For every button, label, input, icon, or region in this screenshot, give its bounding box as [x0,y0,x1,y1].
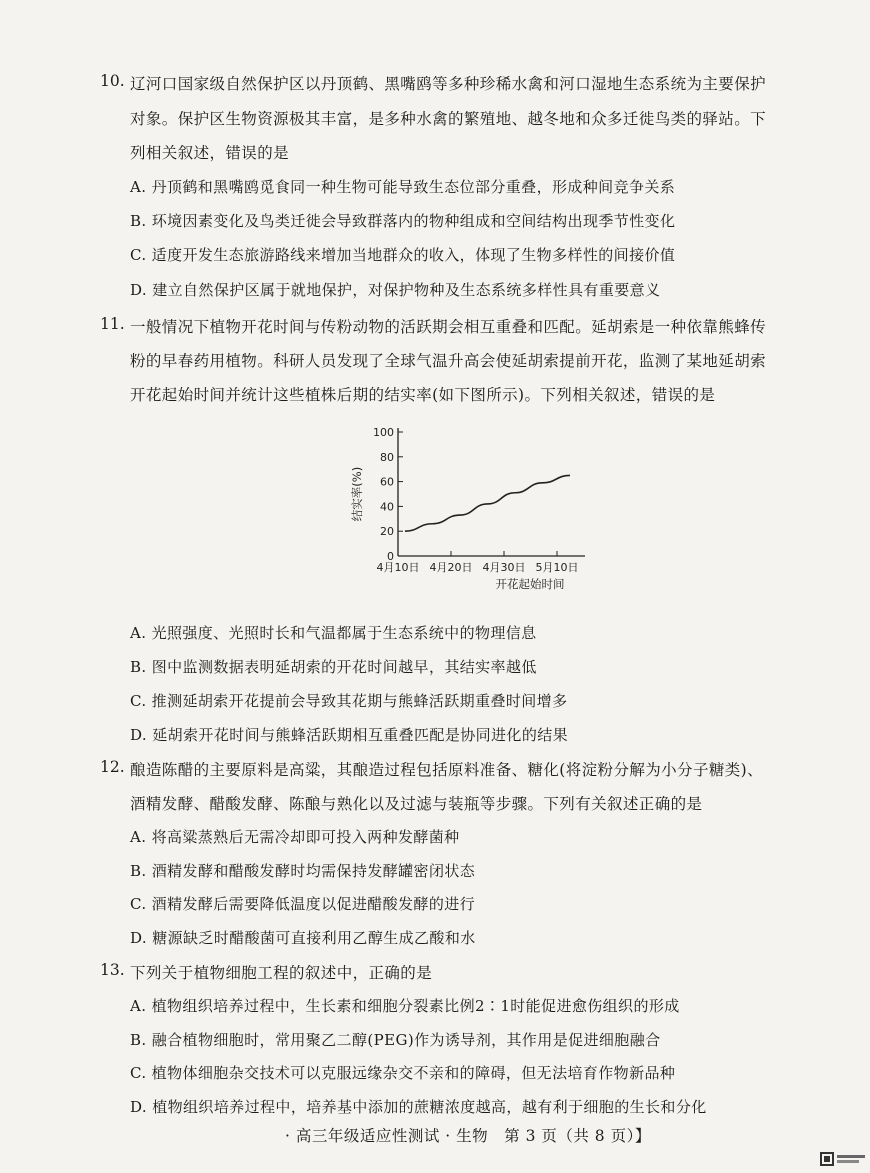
question-11-line-3: 开花起始时间并统计这些植株后期的结实率(如下图所示)。下列相关叙述，错误的是 [130,386,716,404]
question-12-number: 12. [100,758,125,776]
question-13-option-a: A. 植物组织培养过程中，生长素和细胞分裂素比例2∶1时能促进愈伤组织的形成 [130,997,680,1015]
y-tick-label: 40 [380,500,394,514]
question-11-option-b: B. 图中监测数据表明延胡索的开花时间越早，其结实率越低 [130,658,537,676]
question-12-option-d: D. 糖源缺乏时醋酸菌可直接利用乙醇生成乙酸和水 [130,929,476,947]
question-12-option-b: B. 酒精发酵和醋酸发酵时均需保持发酵罐密闭状态 [130,862,476,880]
question-12-option-c: C. 酒精发酵后需要降低温度以促进醋酸发酵的进行 [130,895,476,913]
page-footer: · 高三年级适应性测试 · 生物 第 3 页（共 8 页）】 [285,1127,651,1145]
question-13-number: 13. [100,961,125,979]
question-10-option-c: C. 适度开发生态旅游路线来增加当地群众的收入，体现了生物多样性的间接价值 [130,246,676,264]
question-13-line-1: 下列关于植物细胞工程的叙述中，正确的是 [130,964,433,982]
x-tick-label: 4月20日 [429,561,473,574]
question-12-line-2: 酒精发酵、醋酸发酵、陈酿与熟化以及过滤与装瓶等步骤。下列有关叙述正确的是 [130,795,703,813]
qr-code-stamp-icon [820,1152,866,1166]
question-10-option-b: B. 环境因素变化及鸟类迁徙会导致群落内的物种组成和空间结构出现季节性变化 [130,212,676,230]
question-11-number: 11. [100,315,125,333]
question-13-option-b: B. 融合植物细胞时，常用聚乙二醇(PEG)作为诱导剂，其作用是促进细胞融合 [130,1031,661,1049]
fruit-set-rate-chart [345,418,615,603]
question-10-option-d: D. 建立自然保护区属于就地保护，对保护物种及生态系统多样性具有重要意义 [130,281,661,299]
question-13-option-c: C. 植物体细胞杂交技术可以克服远缘杂交不亲和的障碍，但无法培育作物新品种 [130,1064,676,1082]
y-tick-label: 100 [373,426,394,439]
y-tick-label: 80 [380,450,394,464]
question-10-number: 10. [100,72,125,90]
question-13-option-d: D. 植物组织培养过程中，培养基中添加的蔗糖浓度越高，越有利于细胞的生长和分化 [130,1098,707,1116]
y-tick-label: 20 [380,525,394,539]
question-10-option-a: A. 丹顶鹤和黑嘴鸥觅食同一种生物可能导致生态位部分重叠，形成种间竞争关系 [130,178,676,196]
question-11-line-1: 一般情况下植物开花时间与传粉动物的活跃期会相互重叠和匹配。延胡索是一种依靠熊蜂传 [130,318,767,336]
question-11-option-d: D. 延胡索开花时间与熊蜂活跃期相互重叠匹配是协同进化的结果 [130,726,569,744]
question-11-option-c: C. 推测延胡索开花提前会导致其花期与熊蜂活跃期重叠时间增多 [130,692,568,710]
x-tick-label: 5月10日 [535,561,579,574]
question-10-line-2: 对象。保护区生物资源极其丰富，是多种水禽的繁殖地、越冬地和众多迁徙鸟类的驿站。下 [130,110,767,128]
y-tick-label: 60 [380,475,394,489]
fruit-set-rate-line [405,475,570,531]
y-axis-title: 结实率(%) [350,466,364,522]
x-tick-label: 4月30日 [482,561,526,574]
question-12-option-a: A. 将高粱蒸熟后无需冷却即可投入两种发酵菌种 [130,828,460,846]
question-10-line-3: 列相关叙述，错误的是 [130,144,290,162]
x-axis-title: 开花起始时间 [495,577,565,591]
y-tick-label: 0 [387,550,394,563]
question-12-line-1: 酿造陈醋的主要原料是高粱，其酿造过程包括原料准备、糖化(将淀粉分解为小分子糖类)、 [130,761,763,779]
question-10-line-1: 辽河口国家级自然保护区以丹顶鹤、黑嘴鸥等多种珍稀水禽和河口湿地生态系统为主要保护 [130,75,767,93]
question-11-option-a: A. 光照强度、光照时长和气温都属于生态系统中的物理信息 [130,624,537,642]
x-tick-label: 4月10日 [376,561,420,574]
question-11-line-2: 粉的早春药用植物。科研人员发现了全球气温升高会使延胡索提前开花，监测了某地延胡索 [130,352,767,370]
